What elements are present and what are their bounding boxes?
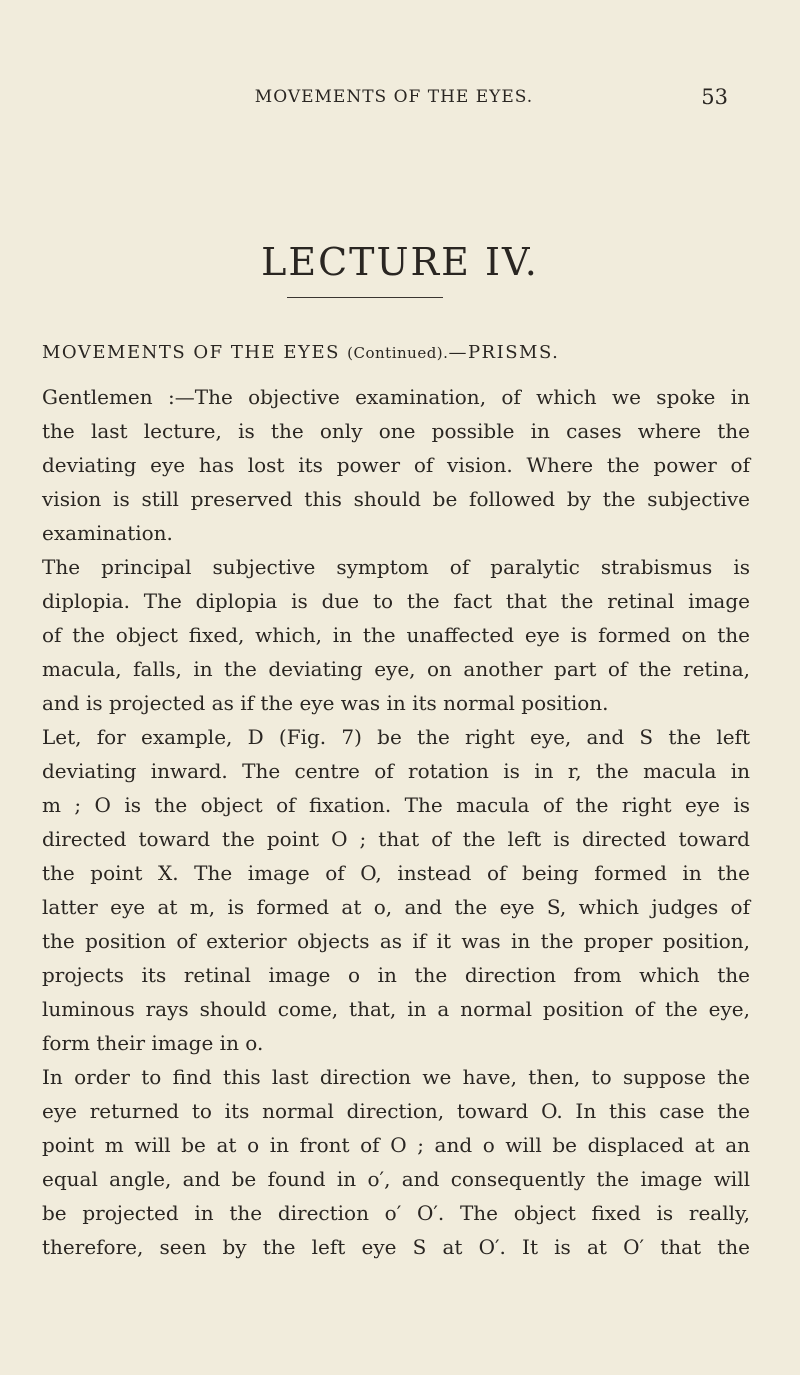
body-line: luminous rays should come, that, in a normal position of the eye, — [42, 997, 750, 1021]
body-line: Gentlemen :—The objective examination, of which we spoke in — [42, 385, 750, 409]
body-line: the position of exterior objects as if it was in the proper position, — [42, 929, 750, 953]
lecture-subtitle — [42, 342, 762, 363]
subtitle-continued: (Continued). — [347, 344, 449, 362]
body-text — [42, 380, 750, 1264]
body-line: form their image in o. — [42, 1031, 264, 1055]
body-line: examination. — [42, 521, 173, 545]
title-rule — [287, 297, 443, 298]
body-line: equal angle, and be found in o′, and consequently the image will — [42, 1167, 750, 1191]
body-line: deviating eye has lost its power of vision. Where the power of — [42, 453, 750, 477]
body-line: of the object fixed, which, in the unaffected eye is formed on the — [42, 623, 750, 647]
body-line: deviating inward. The centre of rotation is in r, the macula in — [42, 759, 750, 783]
body-line: Let, for example, D (Fig. 7) be the right eye, and S the left — [42, 725, 750, 749]
body-line: vision is still preserved this should be followed by the subjective — [42, 487, 750, 511]
body-line: be projected in the direction o′ O′. The object fixed is really, — [42, 1201, 750, 1225]
body-line: diplopia. The diplopia is due to the fact that the retinal image — [42, 589, 750, 613]
body-line: m ; O is the object of fixation. The macula of the right eye is — [42, 793, 750, 817]
subtitle-end: —PRISMS. — [448, 342, 560, 363]
body-line: The principal subjective symptom of paralytic strabismus is — [42, 555, 750, 579]
body-line: eye returned to its normal direction, toward O. In this case the — [42, 1099, 750, 1123]
subtitle-main: MOVEMENTS OF THE EYES — [42, 342, 340, 363]
body-line: the point X. The image of O, instead of being formed in the — [42, 861, 750, 885]
body-line: therefore, seen by the left eye S at O′. It is at O′ that the — [42, 1235, 750, 1259]
page-number: 53 — [701, 85, 728, 109]
body-line: directed toward the point O ; that of the left is directed toward — [42, 827, 750, 851]
body-line: In order to find this last direction we have, then, to suppose the — [42, 1065, 750, 1089]
body-line: and is projected as if the eye was in its normal position. — [42, 691, 609, 715]
lecture-title: LECTURE IV. — [261, 240, 539, 284]
body-line: latter eye at m, is formed at o, and the eye S, which judges of — [42, 895, 750, 919]
body-line: point m will be at o in front of O ; and o will be displaced at an — [42, 1133, 750, 1157]
body-line: the last lecture, is the only one possible in cases where the — [42, 419, 750, 443]
running-title: MOVEMENTS OF THE EYES. — [254, 87, 534, 107]
body-line: macula, falls, in the deviating eye, on another part of the retina, — [42, 657, 750, 681]
body-line: projects its retinal image o in the direction from which the — [42, 963, 750, 987]
running-head — [60, 87, 728, 117]
